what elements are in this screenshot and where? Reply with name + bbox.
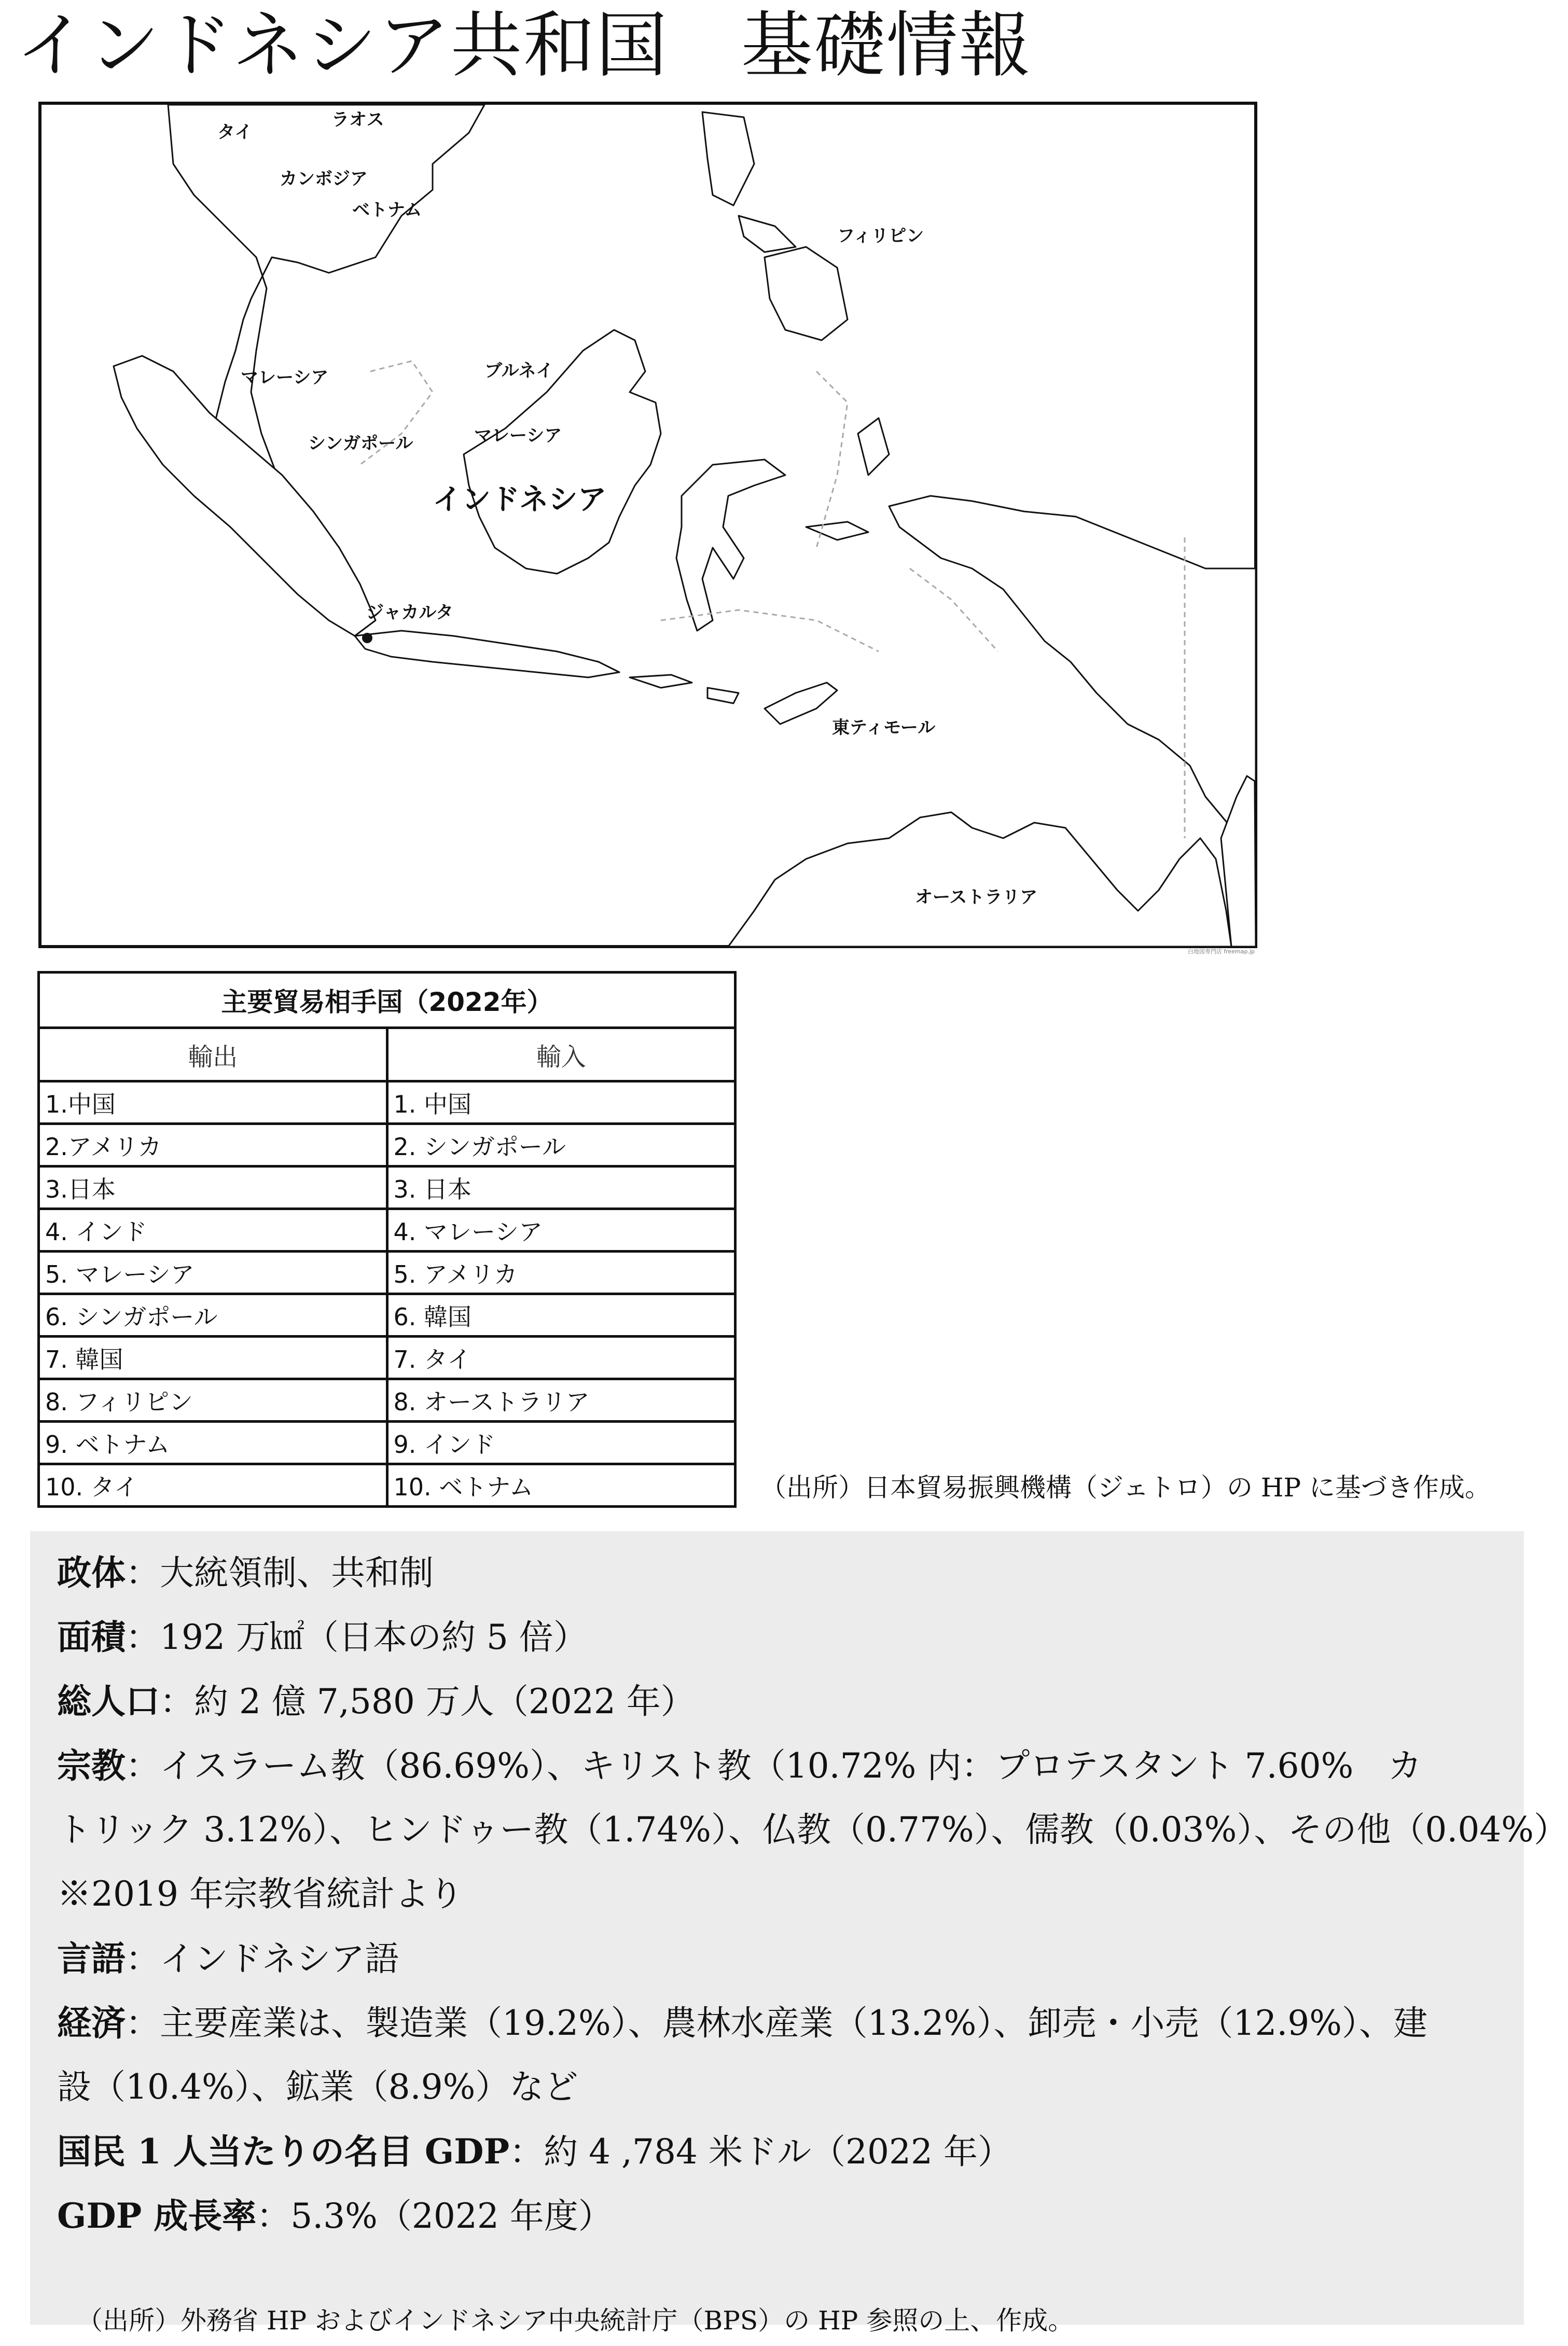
label-indonesia: インドネシア <box>433 483 607 517</box>
table-row <box>39 1081 736 1124</box>
table-row <box>39 1252 736 1294</box>
info-label: 宗教 <box>57 1745 126 1786</box>
export-cell: 5. マレーシア <box>39 1252 387 1294</box>
import-cell: 5. アメリカ <box>387 1252 736 1294</box>
info-value: ：主要産業は、製造業（19.2%）、農林水産業（13.2%）、卸売・小売（12.9%）、建 <box>126 2003 1427 2043</box>
info-source-note: （出所）外務省 HP およびインドネシア中央統計庁（BPS）の HP 参照の上、作成。 <box>77 2306 1074 2336</box>
label-jakarta: ジャカルタ <box>366 602 453 623</box>
info-value: ：インドネシア語 <box>126 1939 399 1979</box>
table-row <box>39 1464 736 1507</box>
table-row <box>39 1379 736 1422</box>
import-cell: 6. 韓国 <box>387 1294 736 1337</box>
info-value: ：192 万㎢（日本の約 5 倍） <box>126 1617 588 1657</box>
import-cell: 7. タイ <box>387 1337 736 1379</box>
info-value: ：イスラーム教（86.69%）、キリスト教（10.72% 内：プロテスタント 7.60% カ <box>126 1746 1422 1786</box>
import-cell: 10. ベトナム <box>387 1464 736 1507</box>
label-thailand: タイ <box>217 122 253 143</box>
basic-info-panel <box>30 1531 1568 2325</box>
import-cell: 4. マレーシア <box>387 1209 736 1252</box>
label-philippines: フィリピン <box>837 226 924 246</box>
export-header: 輸出 <box>39 1028 387 1081</box>
export-cell: 6. シンガポール <box>39 1294 387 1337</box>
map-credit: 白地図専門店 freemap.jp <box>1187 948 1255 955</box>
label-singapore: シンガポール <box>308 433 413 454</box>
page-title: インドネシア共和国 基礎情報 <box>16 4 1032 87</box>
info-value: ：5.3%（2022 年度） <box>256 2196 613 2236</box>
import-header: 輸入 <box>387 1028 736 1081</box>
import-cell: 9. インド <box>387 1422 736 1464</box>
import-cell: 2. シンガポール <box>387 1124 736 1167</box>
info-label: 経済 <box>57 2003 126 2043</box>
trade-partners-table <box>37 971 737 1508</box>
label-malaysia-west: マレーシア <box>241 367 329 388</box>
export-cell: 1.中国 <box>39 1081 387 1124</box>
export-cell: 4. インド <box>39 1209 387 1252</box>
export-cell: 8. フィリピン <box>39 1379 387 1422</box>
info-value: ：約 2 億 7,580 万人（2022 年） <box>160 1682 695 1722</box>
info-value: ：大統領制、共和制 <box>126 1553 434 1593</box>
info-religion <box>57 1745 1422 1787</box>
label-laos: ラオス <box>331 109 384 130</box>
label-cambodia: カンボジア <box>280 169 368 189</box>
info-label: GDP 成長率 <box>57 2196 257 2236</box>
label-east-timor: 東ティモール <box>832 717 936 738</box>
indonesia-map <box>38 102 1257 955</box>
label-brunei: ブルネイ <box>484 360 553 381</box>
info-population <box>57 1681 695 1723</box>
import-cell: 8. オーストラリア <box>387 1379 736 1422</box>
info-language <box>57 1938 399 1980</box>
info-label: 政体 <box>57 1552 126 1593</box>
export-cell: 7. 韓国 <box>39 1337 387 1379</box>
export-cell: 3.日本 <box>39 1167 387 1209</box>
jakarta-dot <box>362 633 372 643</box>
label-malaysia-east: マレーシア <box>474 425 562 446</box>
table-row <box>39 1209 736 1252</box>
import-cell: 1. 中国 <box>387 1081 736 1124</box>
info-economy-cont: 設（10.4%）、鉱業（8.9%）など <box>57 2067 578 2107</box>
info-gdp-growth <box>57 2195 613 2237</box>
table-row <box>39 1167 736 1209</box>
export-cell: 9. ベトナム <box>39 1422 387 1464</box>
table-row <box>39 1337 736 1379</box>
table-row <box>39 1422 736 1464</box>
info-religion-cont: トリック 3.12%）、ヒンドゥー教（1.74%）、仏教（0.77%）、儒教（0.03%）、その他（0.04%） <box>57 1810 1568 1850</box>
info-government <box>57 1552 434 1594</box>
info-gdp-per-capita <box>57 2131 1012 2173</box>
info-area <box>57 1616 588 1658</box>
info-value: ：約 4 ,784 米ドル（2022 年） <box>509 2132 1012 2172</box>
table-row <box>39 1294 736 1337</box>
info-label: 総人口 <box>57 1681 160 1722</box>
info-religion-note: ※2019 年宗教省統計より <box>57 1874 463 1914</box>
map-svg <box>38 102 1257 955</box>
export-cell: 10. タイ <box>39 1464 387 1507</box>
info-economy <box>57 2002 1427 2044</box>
table-caption: 主要貿易相手国（2022年） <box>39 973 736 1028</box>
import-cell: 3. 日本 <box>387 1167 736 1209</box>
info-label: 面積 <box>57 1617 126 1657</box>
label-australia: オーストラリア <box>915 887 1038 908</box>
info-label: 国民 1 人当たりの名目 GDP <box>57 2131 510 2172</box>
trade-source-note: （出所）日本貿易振興機構（ジェトロ）の HP に基づき作成。 <box>760 1473 1491 1503</box>
label-vietnam: ベトナム <box>352 200 422 220</box>
table-row <box>39 1124 736 1167</box>
export-cell: 2.アメリカ <box>39 1124 387 1167</box>
info-label: 言語 <box>57 1938 126 1979</box>
